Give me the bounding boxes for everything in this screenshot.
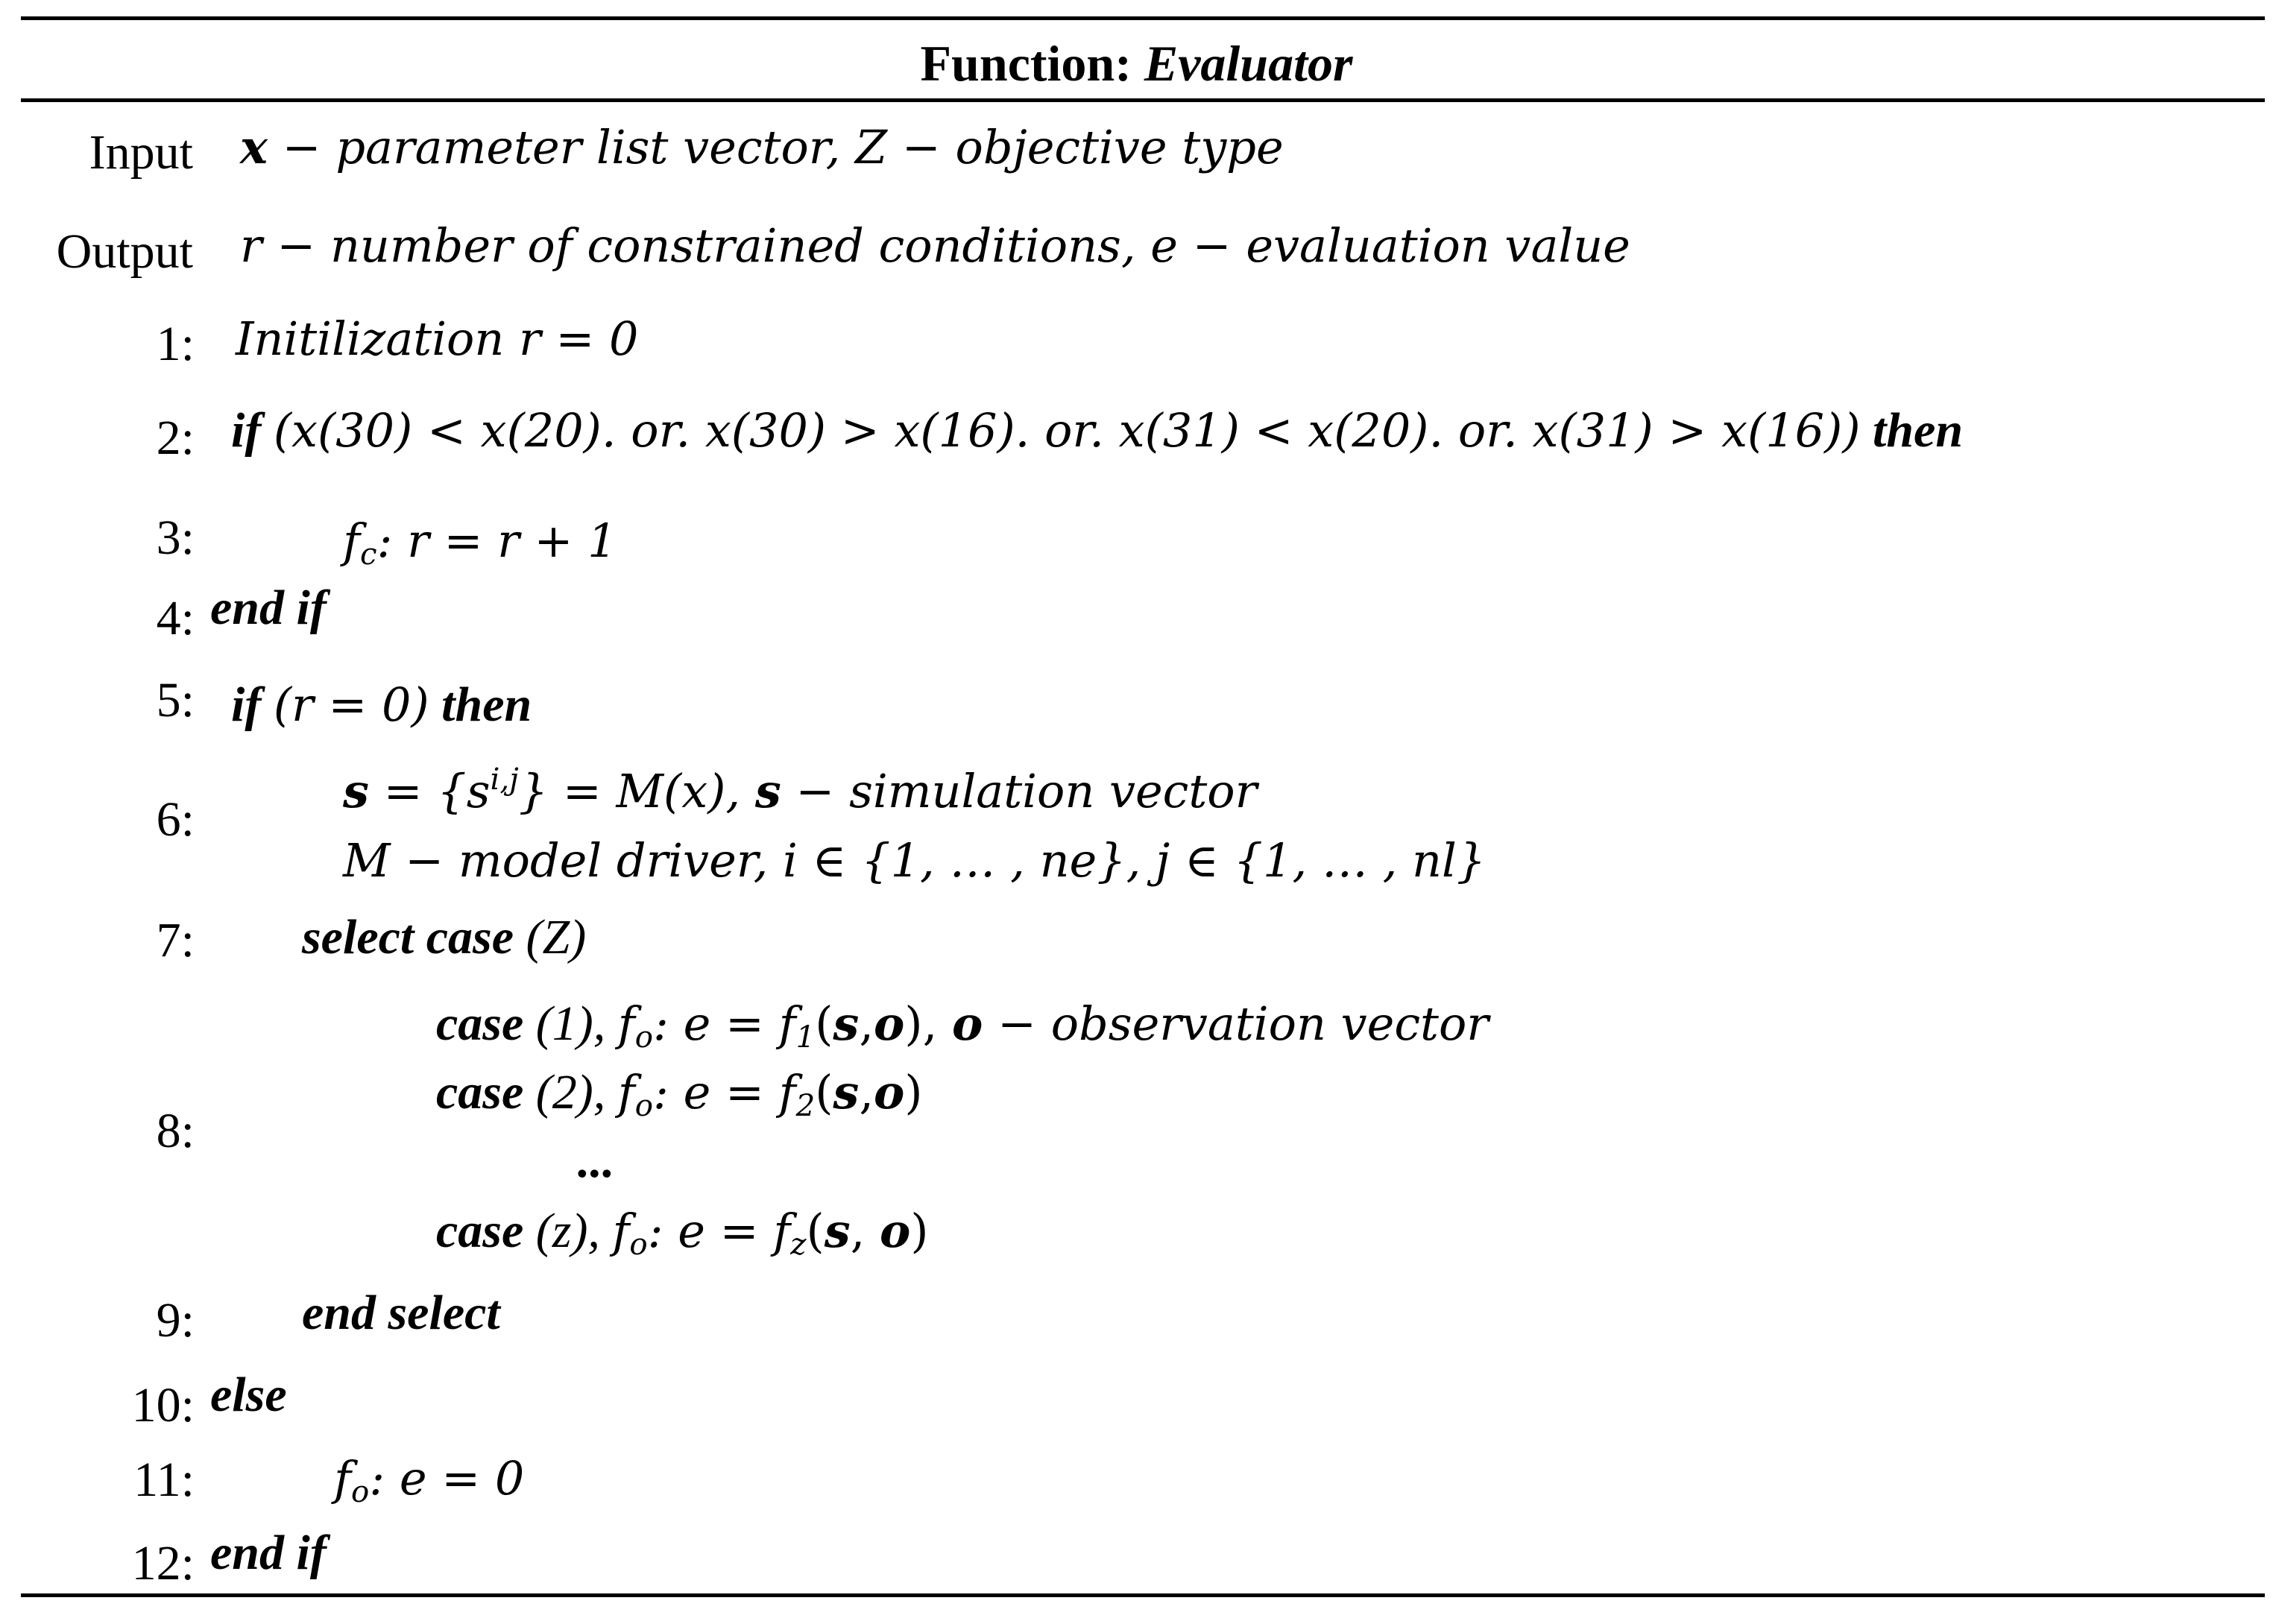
case-1-line bbox=[436, 994, 1489, 1054]
s-vector-symbol: s bbox=[833, 996, 860, 1051]
line-11-expression: : e = 0 bbox=[369, 1451, 525, 1505]
case-z-line bbox=[436, 1201, 929, 1261]
fo-subscript: o bbox=[629, 1227, 648, 1263]
paren: ), bbox=[904, 996, 953, 1051]
line-number-11: 11: bbox=[133, 1453, 195, 1507]
paren: ) bbox=[904, 1065, 923, 1119]
line-7-code bbox=[302, 908, 586, 967]
line-number-9: 9: bbox=[156, 1293, 195, 1347]
line-number-6: 6: bbox=[156, 792, 195, 847]
table-top-rule bbox=[21, 16, 2265, 20]
line-2-condition: (x(30) < x(20). or. x(30) > x(16). or. x(31) < x(20). or. x(31) > x(16)) bbox=[273, 403, 1861, 458]
line-number-2: 2: bbox=[156, 411, 195, 465]
comma: , bbox=[859, 1065, 874, 1119]
line-6-code-b: M − model driver, i ∈ {1, … , ne}, j ∈ {1, … , nl} bbox=[343, 833, 1487, 888]
o-vector-symbol: o bbox=[952, 996, 983, 1051]
function-name: Evaluator bbox=[1144, 35, 1353, 92]
line-6-code-a bbox=[343, 762, 1257, 821]
case-arg: (1), bbox=[535, 996, 606, 1051]
line-1-code: Initilization r = 0 bbox=[236, 312, 639, 366]
line-number-4: 4: bbox=[156, 591, 195, 645]
keyword-if: if bbox=[231, 403, 262, 458]
fo-symbol: f bbox=[617, 996, 635, 1051]
case-z-expression bbox=[612, 1204, 929, 1263]
case-2-line bbox=[436, 1063, 923, 1122]
keyword-case: case bbox=[436, 1065, 524, 1119]
s-superscript: i,j bbox=[490, 761, 519, 797]
paren: ( bbox=[815, 1065, 833, 1119]
o-vector-symbol: o bbox=[874, 1065, 905, 1119]
f-subscript: z bbox=[790, 1227, 807, 1263]
comma: , bbox=[850, 1204, 880, 1258]
fc-subscript: c bbox=[359, 537, 377, 572]
f-subscript: 1 bbox=[795, 1020, 816, 1055]
line-12-end-if: end if bbox=[210, 1526, 327, 1580]
line-4-end-if: end if bbox=[210, 581, 327, 635]
line-5-condition: (r = 0) bbox=[273, 677, 429, 732]
fo-symbol: f bbox=[612, 1204, 630, 1258]
keyword-then: then bbox=[1873, 403, 1964, 458]
fo-subscript: o bbox=[634, 1088, 653, 1124]
line-3-expression: : r = r + 1 bbox=[376, 514, 617, 568]
case-expression-part: : e = f bbox=[652, 996, 796, 1051]
comma: , bbox=[859, 996, 874, 1051]
line-9-end-select: end select bbox=[302, 1286, 500, 1340]
s-vector-symbol: s bbox=[824, 1204, 851, 1258]
keyword-if: if bbox=[231, 677, 262, 732]
f-subscript: 2 bbox=[795, 1088, 816, 1124]
line-6-part: = {s bbox=[368, 764, 491, 818]
case-1-extra: − observation vector bbox=[983, 996, 1489, 1051]
input-description bbox=[240, 118, 1284, 177]
line-number-7: 7: bbox=[156, 913, 195, 967]
line-5-code bbox=[231, 675, 532, 735]
case-ellipsis: ... bbox=[578, 1134, 615, 1188]
line-6-part: − simulation vector bbox=[781, 764, 1258, 818]
line-11-code bbox=[334, 1449, 524, 1508]
line-10-else: else bbox=[210, 1368, 287, 1422]
case-expression-part: : e = f bbox=[647, 1204, 791, 1258]
paren: ) bbox=[910, 1204, 929, 1258]
function-prefix: Function: bbox=[920, 35, 1132, 92]
output-description: r − number of constrained conditions, e − evaluation value bbox=[240, 218, 1630, 273]
line-number-5: 5: bbox=[156, 673, 195, 727]
line-number-10: 10: bbox=[131, 1378, 195, 1432]
case-expression-part: : e = f bbox=[652, 1065, 796, 1119]
keyword-case: case bbox=[436, 996, 524, 1051]
table-bottom-rule bbox=[21, 1593, 2265, 1597]
input-x-symbol: x bbox=[240, 120, 268, 174]
fo-symbol: f bbox=[617, 1065, 635, 1119]
line-number-1: 1: bbox=[156, 317, 195, 371]
o-vector-symbol: o bbox=[880, 1204, 911, 1258]
line-number-12: 12: bbox=[131, 1536, 195, 1590]
case-arg: (z), bbox=[535, 1204, 600, 1258]
s-vector-symbol: s bbox=[833, 1065, 860, 1119]
line-number-3: 3: bbox=[156, 511, 195, 565]
input-text: − parameter list vector, Z − objective type bbox=[267, 120, 1284, 174]
input-label: Input bbox=[89, 125, 193, 180]
case-1-expression bbox=[617, 996, 1489, 1055]
paren: ( bbox=[806, 1204, 825, 1258]
s-vector-symbol: s bbox=[754, 764, 781, 818]
function-title bbox=[0, 30, 2273, 97]
line-2-code bbox=[231, 401, 1963, 461]
output-label: Output bbox=[56, 224, 193, 279]
fo-symbol: f bbox=[334, 1451, 351, 1505]
keyword-case: case bbox=[436, 1204, 524, 1258]
case-arg: (2), bbox=[535, 1065, 606, 1119]
select-case-arg: (Z) bbox=[526, 910, 587, 964]
fo-subscript: o bbox=[350, 1474, 370, 1510]
line-number-8: 8: bbox=[156, 1104, 195, 1158]
fo-subscript: o bbox=[634, 1020, 653, 1055]
line-3-code bbox=[343, 511, 617, 571]
fc-symbol: f bbox=[343, 514, 360, 568]
s-vector-symbol: s bbox=[343, 764, 369, 818]
keyword-select-case: select case bbox=[302, 910, 514, 964]
paren: ( bbox=[815, 996, 833, 1051]
case-2-expression bbox=[617, 1065, 923, 1124]
keyword-then: then bbox=[441, 677, 532, 732]
line-6-part: } = M(x), bbox=[518, 764, 755, 818]
header-rule bbox=[21, 98, 2265, 102]
o-vector-symbol: o bbox=[874, 996, 905, 1051]
